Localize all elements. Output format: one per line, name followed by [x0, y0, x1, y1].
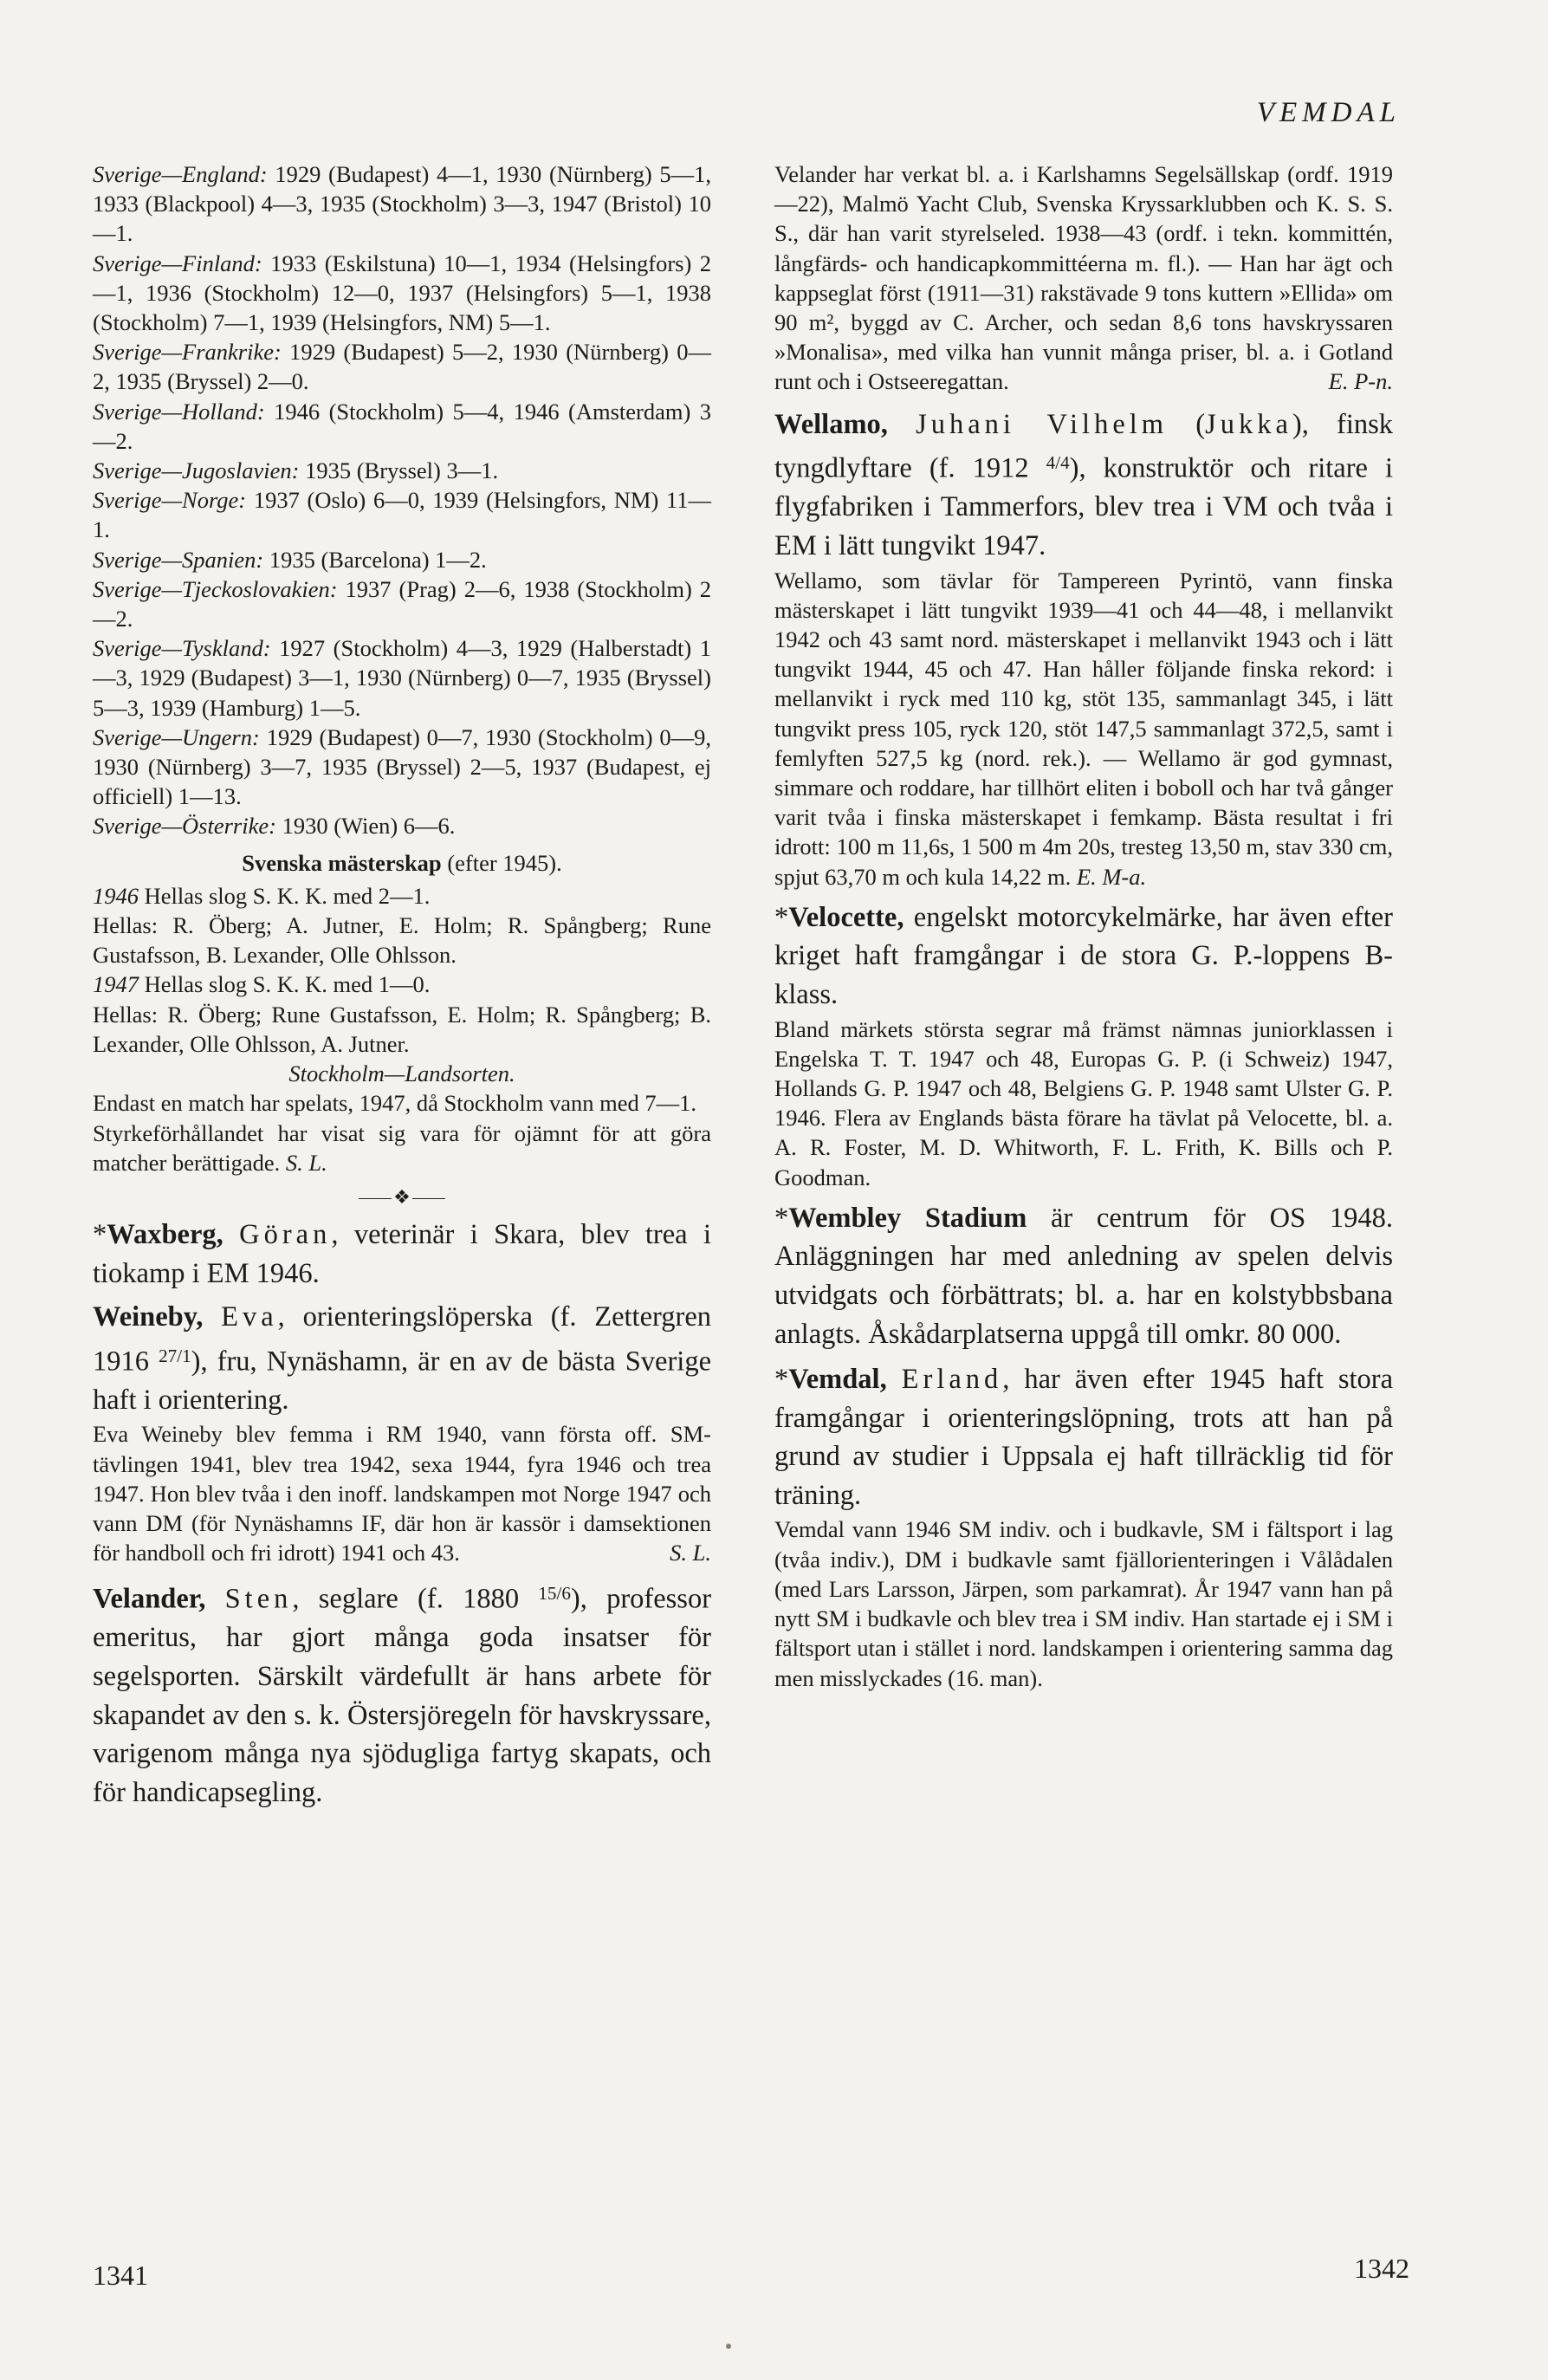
- page-number-left: 1341: [93, 2260, 148, 2291]
- right-column: [774, 159, 1393, 1693]
- sm-1947: 1947 Hellas slog S. K. K. med 1—0.: [93, 971, 431, 998]
- weineby-body: Eva Weineby blev femma i RM 1940, vann första off. SM-tävlingen 1941, blev trea 1942, sexa 1944, fyra 1946 och trea 1947. Hon blev tvåa i den inoff. landskampen mot Norge 1947 och vann DM (för Nynäshamns IF, där hon är kassör i damsektionen för handboll och fri idrott) 1941 och 43. S. L.: [93, 1419, 711, 1567]
- entry-velocette: *Velocette, engelskt motorcykelmärke, har även efter kriget haft framgångar i de stora G. P.-loppens B-klass.: [774, 901, 1393, 1010]
- entry-weineby: Weineby, Eva, orienteringslöperska (f. Zettergren 1916 $^{27/1}$), fru, Nynäshamn, är en av de bästa Sverige haft i orientering.: [93, 1301, 712, 1416]
- left-column: [93, 159, 711, 1812]
- signature: E. M-a.: [1076, 863, 1147, 890]
- velander-body: Velander har verkat bl. a. i Karlshamns Segelsällskap (ordf. 1919—22), Malmö Yacht Club, Svenska Kryssarklubben och K. S. S. S., där han varit styrelseled. 1938—43 (ordf. i tekn. kommittén, långfärds- och handicapkommittéerna m. fl.). — Han har ägt och kappseglat först (1911—31) rakstävade 9 tons kuttern »Ellida» om 90 m², byggd av C. Archer, och sedan 8,6 tons havskryssaren »Monalisa», med vilka han vunnit många priser, bl. a. i Gotland runt och i Ostseeregattan. E. P-n.: [774, 159, 1393, 397]
- sm-1946-team: Hellas: R. Öberg; A. Jutner, E. Holm; R. Spångberg; Rune Gustafsson, B. Lexander, Olle Ohlsson.: [93, 912, 711, 969]
- match-entry: Sverige—Spanien: 1935 (Barcelona) 1—2.: [93, 546, 487, 573]
- velocette-body: Bland märkets största segrar må främst nämnas juniorklassen i Engelska T. T. 1947 och 48, Europas G. P. (i Schweiz) 1947, Hollands G. P. 1947 och 48, Belgiens G. P. 1948 samt Ulster G. P. 1946. Flera av Englands bästa förare ha tävlat på Velocette, bl. a. A. R. Foster, M. D. Whitworth, F. L. Frith, K. Bills och P. Goodman.: [774, 1015, 1393, 1190]
- sthlm-paragraph: Endast en match har spelats, 1947, då Stockholm vann med 7—1.: [93, 1090, 696, 1117]
- match-entry: Sverige—Jugoslavien: 1935 (Bryssel) 3—1.: [93, 457, 499, 484]
- sm-1946: 1946 Hellas slog S. K. K. med 2—1.: [93, 882, 431, 909]
- signature: S. L.: [670, 1540, 711, 1566]
- match-entry: Sverige—Norge: 1937 (Oslo) 6—0, 1939 (Helsingfors, NM) 11—1.: [93, 487, 711, 543]
- sm-1947-team: Hellas: R. Öberg; Rune Gustafsson, E. Holm; R. Spångberg; B. Lexander, Olle Ohlsson, A. Jutner.: [93, 1001, 711, 1057]
- sthlm-heading: Stockholm—Landsorten.: [288, 1060, 515, 1087]
- match-entry: Sverige—England: 1929 (Budapest) 4—1, 1930 (Nürnberg) 5—1, 1933 (Blackpool) 4—3, 1935 (Stockholm) 3—3, 1947 (Bristol) 10—1.: [93, 161, 711, 247]
- match-entry: Sverige—Tjeckoslovakien: 1937 (Prag) 2—6, 1938 (Stockholm) 2—2.: [93, 575, 712, 632]
- entry-velander: Velander, Sten, seglare (f. 1880 $^{15/6}$), professor emeritus, har gjort många goda insatser för segelsporten. Särskilt värdefullt är hans arbete för skapandet av den s. k. Östersjöregeln för havskryssare, varigenom många nya sjödugliga fartyg skapats, och för handicapsegling.: [93, 1583, 712, 1808]
- entry-wellamo: Wellamo, Juhani Vilhelm (Jukka), finsk tyngdlyftare (f. 1912 $^{4/4}$), konstruktör och ritare i flygfabriken i Tammerfors, blev trea i VM och tvåa i EM i lätt tungvikt 1947.: [774, 408, 1394, 561]
- signature: S. L.: [285, 1149, 327, 1176]
- running-header: VEMDAL: [1256, 97, 1401, 128]
- match-entry: Sverige—Frankrike: 1929 (Budapest) 5—2, 1930 (Nürnberg) 0—2, 1935 (Bryssel) 2—0.: [93, 339, 712, 395]
- match-entry: Sverige—Finland: 1933 (Eskilstuna) 10—1, 1934 (Helsingfors) 2—1, 1936 (Stockholm) 12—0, 1937 (Helsingfors) 5—1, 1938 (Stockholm) 7—1, 1939 (Helsingfors, NM) 5—1.: [93, 250, 711, 336]
- entry-waxberg: *Waxberg, Göran, veterinär i Skara, blev trea i tiokamp i EM 1946.: [93, 1218, 711, 1289]
- match-entry: Sverige—Ungern: 1929 (Budapest) 0—7, 1930 (Stockholm) 0—9, 1930 (Nürnberg) 3—7, 1935 (Bryssel) 2—5, 1937 (Budapest, ej officiell) 1—13.: [93, 723, 712, 810]
- page-number-right: 1342: [1354, 2253, 1409, 2284]
- sm-heading: Svenska mästerskap (efter 1945).: [242, 849, 562, 876]
- match-entry: Sverige—Holland: 1946 (Stockholm) 5—4, 1946 (Amsterdam) 3—2.: [93, 398, 711, 454]
- match-list: [93, 159, 711, 841]
- vemdal-body: Vemdal vann 1946 SM indiv. och i budkavle, SM i fältsport i lag (tvåa indiv.), DM i budkavle samt fjällorienteringen i Vålådalen (med Lars Larsson, Järpen, som parkamrat). År 1947 vann han på nytt SM i budkavle och blev trea i SM indiv. Han startade ej i SM i fältsport utan i stället i nord. landskampen i orientering samma dag men misslyckades (16. man).: [774, 1516, 1393, 1691]
- entry-wembley: *Wembley Stadium är centrum för OS 1948. Anläggningen har med anledning av spelen delvis utvidgats och förbättrats; bl. a. har en kolstybbsbana anlagts. Åskådarplatserna uppgå till omkr. 80 000.: [774, 1202, 1393, 1350]
- print-speck: [726, 2344, 731, 2349]
- match-entry: Sverige—Österrike: 1930 (Wien) 6—6.: [93, 813, 456, 840]
- match-entry: Sverige—Tyskland: 1927 (Stockholm) 4—3, 1929 (Halberstadt) 1—3, 1929 (Budapest) 3—1, 1930 (Nürnberg) 0—7, 1935 (Bryssel) 5—3, 1939 (Hamburg) 1—5.: [93, 635, 711, 721]
- section-divider: [93, 1184, 711, 1210]
- wellamo-body: Wellamo, som tävlar för Tampereen Pyrintö, vann finska mästerskapet i lätt tungvikt 1939—41 och 44—48, i mellanvikt 1942 och 43 samt nord. mästerskapet i mellanvikt 1943 och i lätt tungvikt 1944, 45 och 47. Han håller följande finska rekord: i mellanvikt i ryck med 110 kg, stöt 135, sammanlagt 345, i lätt tungvikt press 105, ryck 120, stöt 147,5 sammanlagt 372,5, samt i femlyften 527,5 kg (nord. rek.). — Wellamo är god gymnast, simmare och roddare, har tillhört eliten i boboll och har två gånger varit tvåa i finska mästerskapet i femkamp. Bästa resultat i fri idrott: 100 m 11,6s, 1 500 m 4m 20s, tresteg 13,50 m, stav 330 cm, spjut 63,70 m och kula 14,22 m. E. M-a.: [774, 567, 1393, 890]
- signature: E. P-n.: [1328, 368, 1393, 395]
- ornament-icon: ❖: [393, 1185, 411, 1208]
- entry-vemdal: *Vemdal, Erland, har även efter 1945 haft stora framgångar i orienteringslöpning, trots att han på grund av studier i Uppsala ej haft tillräcklig tid för träning.: [774, 1364, 1393, 1511]
- sthlm-paragraph: Styrkeförhållandet har visat sig vara för ojämnt för att göra matcher berättigade. S. L.: [93, 1119, 711, 1176]
